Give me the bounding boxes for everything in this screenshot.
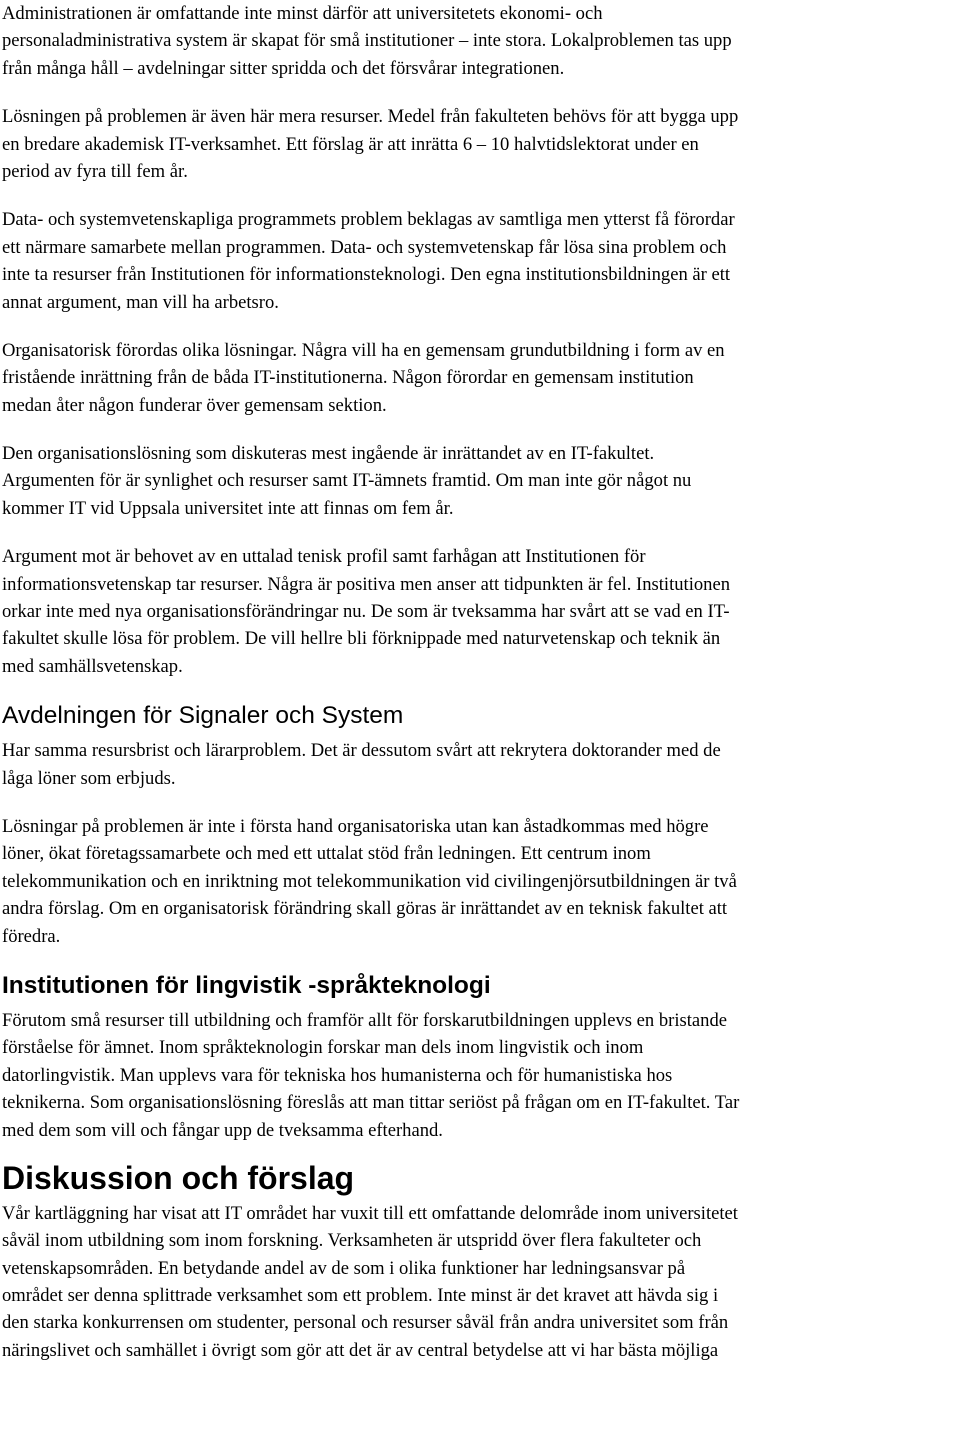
- text-line: vetenskapsområden. En betydande andel av de som i olika funktioner har ledningsansvar på: [2, 1257, 686, 1279]
- text-line: förståelse för ämnet. Inom språkteknologin forskar man dels inom lingvistik och inom: [2, 1037, 644, 1059]
- text-line: fakultet skulle lösa för problem. De vill hellre bli förknippade med naturvetenskap och teknik än: [2, 628, 721, 650]
- text-line: personaladministrativa system är skapat för små institutioner – inte stora. Lokalproblemen tas upp: [2, 30, 732, 52]
- paragraph-kartlaggning: [2, 1200, 958, 1364]
- section-heading-signaler: Avdelningen för Signaler och System: [2, 702, 404, 730]
- text-line: datorlingvistik. Man upplevs vara för tekniska hos humanisterna och för humanistiska hos: [2, 1064, 673, 1086]
- text-line: området ser denna splittrade verksamhet som ett problem. Inte minst är det kravet att hävda sig i: [2, 1285, 719, 1307]
- text-line: Den organisationslösning som diskuteras mest ingående är inrättandet av en IT-fakultet.: [2, 443, 655, 465]
- text-line: Förutom små resurser till utbildning och framför allt för forskarutbildningen upplevs en bristande: [2, 1009, 728, 1031]
- paragraph-organisatorisk: [2, 337, 958, 419]
- section-heading-lingvistik: Institutionen för lingvistik -språkteknologi: [2, 971, 491, 999]
- text-line: orkar inte med nya organisationsförändringar nu. De som är tveksamma har svårt att se vad en IT-: [2, 601, 730, 623]
- section-heading-diskussion: Diskussion och förslag: [2, 1159, 355, 1196]
- paragraph-resursbrist: [2, 737, 958, 792]
- paragraph-losningar: [2, 813, 958, 950]
- text-line: Organisatorisk förordas olika lösningar. Några vill ha en gemensam grundutbildning i form av en: [2, 339, 725, 361]
- text-line: ett närmare samarbete mellan programmen. Data- och systemvetenskap får lösa sina problem och: [2, 236, 727, 258]
- paragraph-forutom: [2, 1007, 958, 1144]
- text-line: låga löner som erbjuds.: [2, 767, 176, 789]
- text-line: informationsvetenskap tar resurser. Några är positiva men anser att tidpunkten är fel. Institutionen: [2, 573, 731, 595]
- paragraph-it-fakultet: [2, 440, 958, 522]
- text-line: föredra.: [2, 925, 61, 947]
- text-line: med samhällsvetenskap.: [2, 655, 183, 677]
- paragraph-losningen: [2, 103, 958, 185]
- paragraph-argument-mot: [2, 543, 958, 680]
- text-line: kommer IT vid Uppsala universitet inte att finnas om fem år.: [2, 497, 454, 519]
- text-line: period av fyra till fem år.: [2, 160, 188, 182]
- text-line: fristående inrättning från de båda IT-institutionerna. Någon förordar en gemensam institution: [2, 367, 694, 389]
- text-line: den starka konkurrensen om studenter, personal och resurser såväl från andra universitet som från: [2, 1312, 729, 1334]
- text-line: Vår kartläggning har visat att IT området har vuxit till ett omfattande delområde inom universitetet: [2, 1202, 738, 1224]
- text-line: medan åter någon funderar över gemensam sektion.: [2, 394, 387, 416]
- text-line: teknikerna. Som organisationslösning föreslås att man tittar seriöst på frågan om en IT-fakultet. Tar: [2, 1092, 740, 1114]
- text-line: med dem som vill och fångar upp de tveksamma efterhand.: [2, 1119, 443, 1141]
- text-line: från många håll – avdelningar sitter spridda och det försvårar integrationen.: [2, 57, 565, 79]
- paragraph-administration: [2, 0, 958, 82]
- text-line: näringslivet och samhället i övrigt som gör att det är av central betydelse att vi har bästa möjliga: [2, 1339, 719, 1361]
- text-line: Argument mot är behovet av en uttalad tenisk profil samt farhågan att Institutionen för: [2, 546, 646, 568]
- text-line: Har samma resursbrist och lärarproblem. Det är dessutom svårt att rekrytera doktorander med de: [2, 740, 721, 762]
- text-line: Lösningen på problemen är även här mera resurser. Medel från fakulteten behövs för att bygga upp: [2, 106, 739, 128]
- text-line: Data- och systemvetenskapliga programmets problem beklagas av samtliga men ytterst få förordar: [2, 209, 735, 231]
- text-line: annat argument, man vill ha arbetsro.: [2, 291, 279, 313]
- text-line: löner, ökat företagssamarbete och med ett uttalat stöd från ledningen. Ett centrum inom: [2, 843, 651, 865]
- text-line: inte ta resurser från Institutionen för informationsteknologi. Den egna institutionsbildningen är ett: [2, 264, 731, 286]
- paragraph-data-system: [2, 206, 958, 316]
- text-line: Administrationen är omfattande inte minst därför att universitetets ekonomi- och: [2, 3, 603, 24]
- document-page: [2, 0, 958, 1364]
- text-line: Argumenten för är synlighet och resurser samt IT-ämnets framtid. Om man inte gör något nu: [2, 470, 692, 492]
- text-line: telekommunikation och en inriktning mot telekommunikation vid civilingenjörsutbildningen är två: [2, 870, 737, 892]
- text-line: såväl inom utbildning som inom forskning. Verksamheten är utspridd över flera fakulteter och: [2, 1230, 702, 1252]
- text-line: en bredare akademisk IT-verksamhet. Ett förslag är att inrätta 6 – 10 halvtidslektorat under en: [2, 133, 699, 155]
- text-line: Lösningar på problemen är inte i första hand organisatoriska utan kan åstadkommas med högre: [2, 815, 709, 837]
- text-line: andra förslag. Om en organisatorisk förändring skall göras är inrättandet av en teknisk fakultet att: [2, 898, 728, 920]
